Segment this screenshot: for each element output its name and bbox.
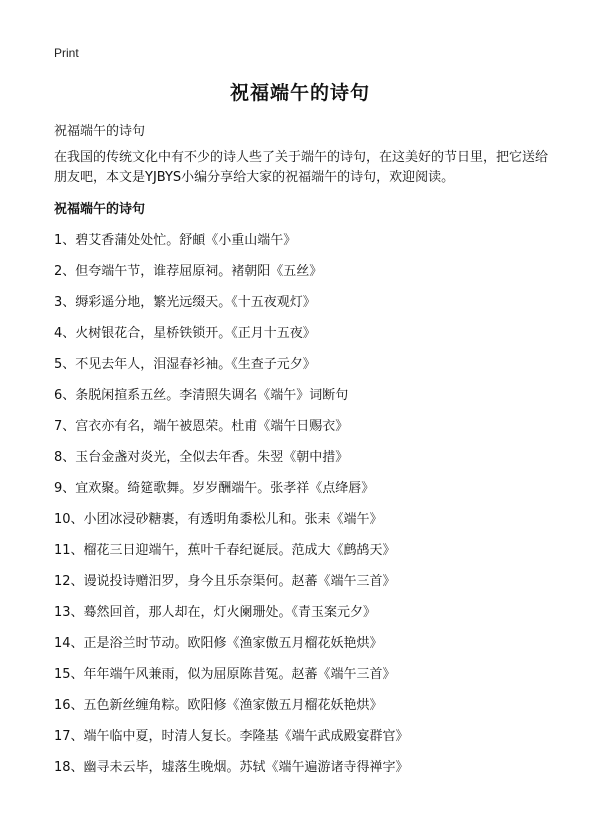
poem-line: 15、年年端午风兼雨，似为屈原陈昔冤。赵蕃《端午三首》	[54, 667, 396, 682]
poem-line: 7、宫衣亦有名，端午被恩荣。杜甫《端午日赐衣》	[54, 419, 349, 434]
intro-paragraph: 在我国的传统文化中有不少的诗人些了关于端午的诗句，在这美好的节日里，把它送给朋友吧，本文是YJBYS小编分享给大家的祝福端午的诗句，欢迎阅读。	[54, 150, 549, 185]
poem-line: 11、榴花三日迎端午，蕉叶千春纪诞辰。范成大《鹧鸪天》	[54, 543, 396, 558]
poem-line: 1、碧艾香蒲处处忙。舒頔《小重山端午》	[54, 233, 297, 248]
poem-line: 16、五色新丝缠角粽。欧阳修《渔家傲五月榴花妖艳烘》	[54, 698, 383, 713]
print-link[interactable]: Print	[54, 46, 79, 60]
poem-line: 2、但夸端午节，谁荐屈原祠。褚朝阳《五丝》	[54, 264, 323, 279]
section-heading: 祝福端午的诗句	[54, 202, 146, 217]
subtitle: 祝福端午的诗句	[54, 124, 146, 139]
poem-line: 6、条脱闲揎系五丝。李清照失调名《端午》词断句	[54, 388, 349, 403]
poem-line: 9、宜欢聚。绮筵歌舞。岁岁酬端午。张孝祥《点绛唇》	[54, 481, 375, 496]
poem-line: 14、正是浴兰时节动。欧阳修《渔家傲五月榴花妖艳烘》	[54, 636, 383, 651]
poem-line: 12、谩说投诗赠汨罗，身今且乐奈渠何。赵蕃《端午三首》	[54, 574, 396, 589]
poem-line: 3、缛彩遥分地，繁光远缀天。《十五夜观灯》	[54, 295, 316, 310]
poem-line: 5、不见去年人，泪湿春衫袖。《生查子元夕》	[54, 357, 316, 372]
poem-line: 10、小团冰浸砂糖裹，有透明角黍松儿和。张耒《端午》	[54, 512, 383, 527]
poem-line: 8、玉台金盏对炎光，全似去年香。朱翌《朝中措》	[54, 450, 349, 465]
poem-line-list	[54, 228, 574, 786]
page-title: 祝福端午的诗句	[229, 82, 370, 104]
poem-line: 17、端午临中夏，时清人复长。李隆基《端午武成殿宴群官》	[54, 729, 409, 744]
poem-line: 4、火树银花合，星桥铁锁开。《正月十五夜》	[54, 326, 316, 341]
poem-line: 13、蓦然回首，那人却在，灯火阑珊处。《青玉案元夕》	[54, 605, 377, 620]
poem-line: 18、幽寻未云毕，墟落生晚烟。苏轼《端午遍游诸寺得禅字》	[54, 760, 409, 775]
